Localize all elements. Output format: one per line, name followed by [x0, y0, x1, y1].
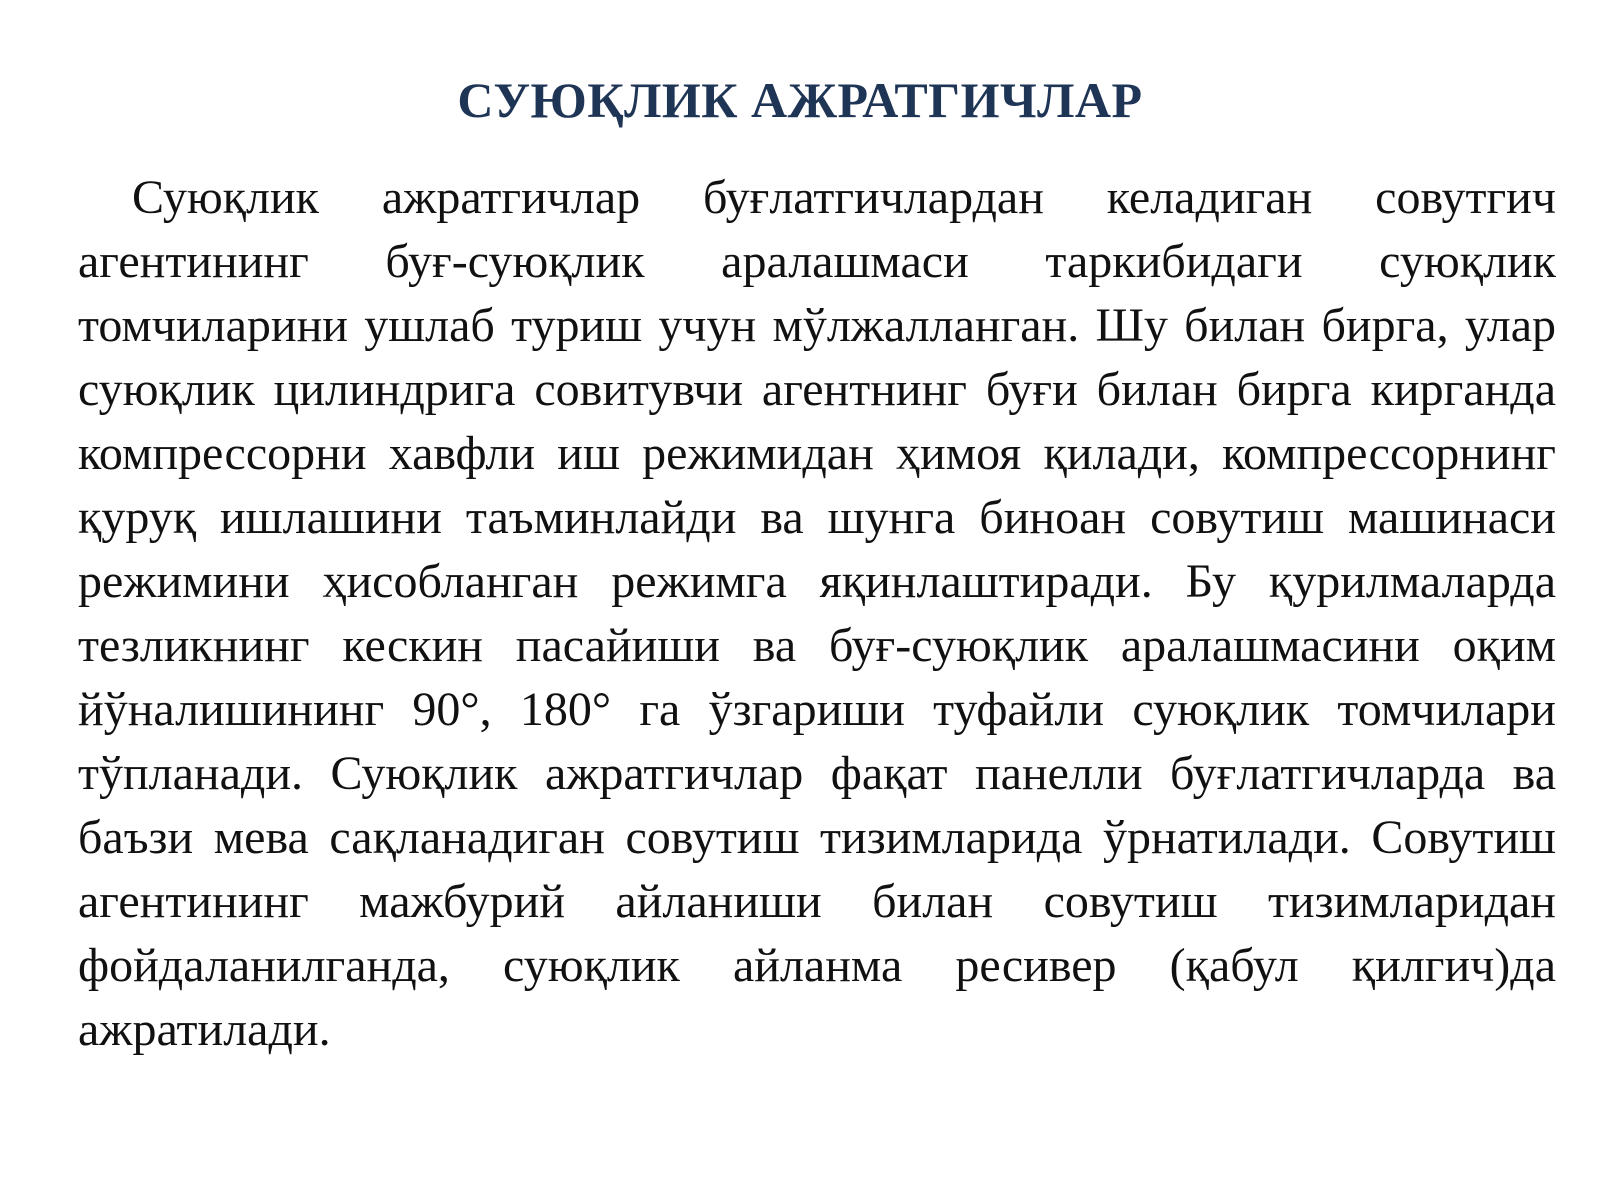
slide-title: СУЮҚЛИК АЖРАТГИЧЛАР: [457, 72, 1143, 128]
slide-body-paragraph: Суюқлик ажратгичлар буғлатгичлардан келадиган совутгич агентининг буғ-суюқлик аралашмаси таркибидаги суюқлик томчиларини ушлаб туриш учун мўлжалланган. Шу билан бирга, улар суюқлик цилиндрига совитувчи агентнинг буғи билан бирга кирганда компрессорни хавфли иш режимидан ҳимоя қилади, компрессорнинг қуруқ ишлашини таъминлайди ва шунга биноан совутиш машинаси режимини ҳисобланган режимга яқинлаштиради. Бу қурилмаларда тезликнинг кескин пасайиши ва буғ-суюқлик аралашмасини оқим йўналишининг 90°, 180° га ўзгариши туфайли суюқлик томчилари тўпланади. Суюқлик ажратгичлар фақат панелли буғлатгичларда ва баъзи мева сақланадиган совутиш тизимларида ўрнатилади. Совутиш агентининг мажбурий айланиши билан совутиш тизимларидан фойдаланилганда, суюқлик айланма ресивер (қабул қилгич)да ажратилади.: [78, 171, 1556, 1056]
